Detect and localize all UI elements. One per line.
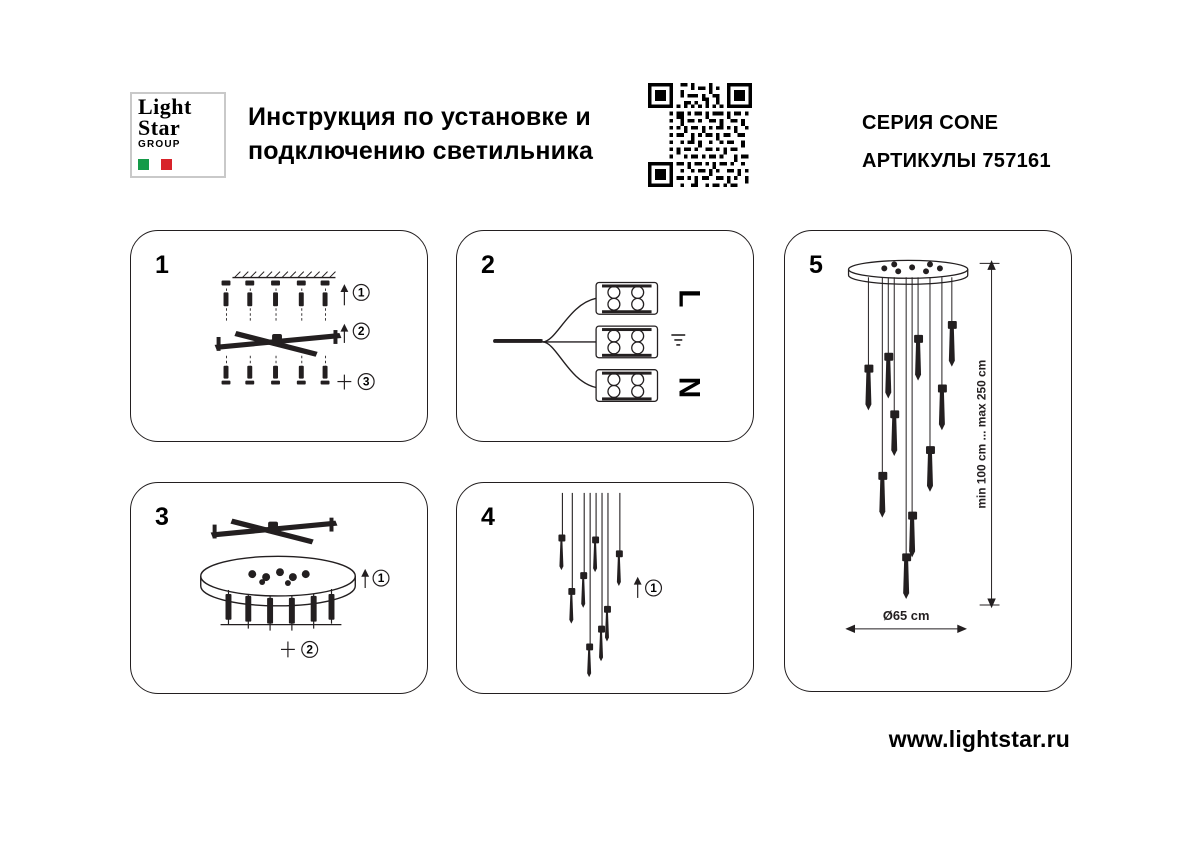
- step-1-callout-3: 3: [362, 374, 370, 389]
- step-panel-5: [784, 230, 1072, 692]
- qr-code-icon: [648, 83, 752, 187]
- product-meta: [862, 104, 1162, 180]
- website-url[interactable]: www.lightstar.ru: [888, 726, 1070, 752]
- step-4-callout-1: 1: [650, 580, 657, 595]
- logo-line-1: Light: [138, 94, 192, 119]
- step-1-callout-1: 1: [357, 285, 365, 300]
- series-label: СЕРИЯ CONE: [862, 112, 999, 134]
- page-title: [248, 100, 638, 168]
- logo-line-2: Star: [138, 115, 181, 140]
- step-panel-1: [130, 230, 428, 442]
- step-1-illustration: [131, 231, 427, 441]
- italy-flag-icon: [138, 159, 172, 170]
- title-line-2: подключению светильника: [248, 137, 594, 165]
- step-5-illustration: [785, 231, 1071, 691]
- title-line-1: Инструкция по установке и: [248, 103, 591, 131]
- step-panel-3: [130, 482, 428, 694]
- step-4-illustration: [457, 483, 753, 693]
- step-5-horizontal-dimension: Ø65 cm: [882, 607, 930, 623]
- step-number-1: 1: [155, 251, 169, 279]
- step-2-illustration: [457, 231, 753, 441]
- step-5-vertical-dimension: min 100 cm ... max 250 cm: [974, 359, 989, 509]
- step-number-5: 5: [809, 251, 823, 279]
- brand-logo: [130, 92, 226, 178]
- step-number-4: 4: [481, 503, 495, 531]
- step-3-callout-1: 1: [377, 571, 385, 586]
- step-1-callout-2: 2: [357, 324, 365, 339]
- step-panel-2: [456, 230, 754, 442]
- header: [0, 0, 1200, 210]
- terminal-label-N: N: [672, 376, 706, 399]
- step-number-2: 2: [481, 251, 495, 279]
- step-number-3: 3: [155, 503, 169, 531]
- article-label: АРТИКУЛЫ 757161: [862, 150, 1051, 172]
- step-panel-4: [456, 482, 754, 694]
- step-3-callout-2: 2: [306, 642, 314, 657]
- terminal-label-L: L: [672, 289, 706, 308]
- step-3-illustration: [131, 483, 427, 693]
- logo-group-text: GROUP: [138, 139, 181, 150]
